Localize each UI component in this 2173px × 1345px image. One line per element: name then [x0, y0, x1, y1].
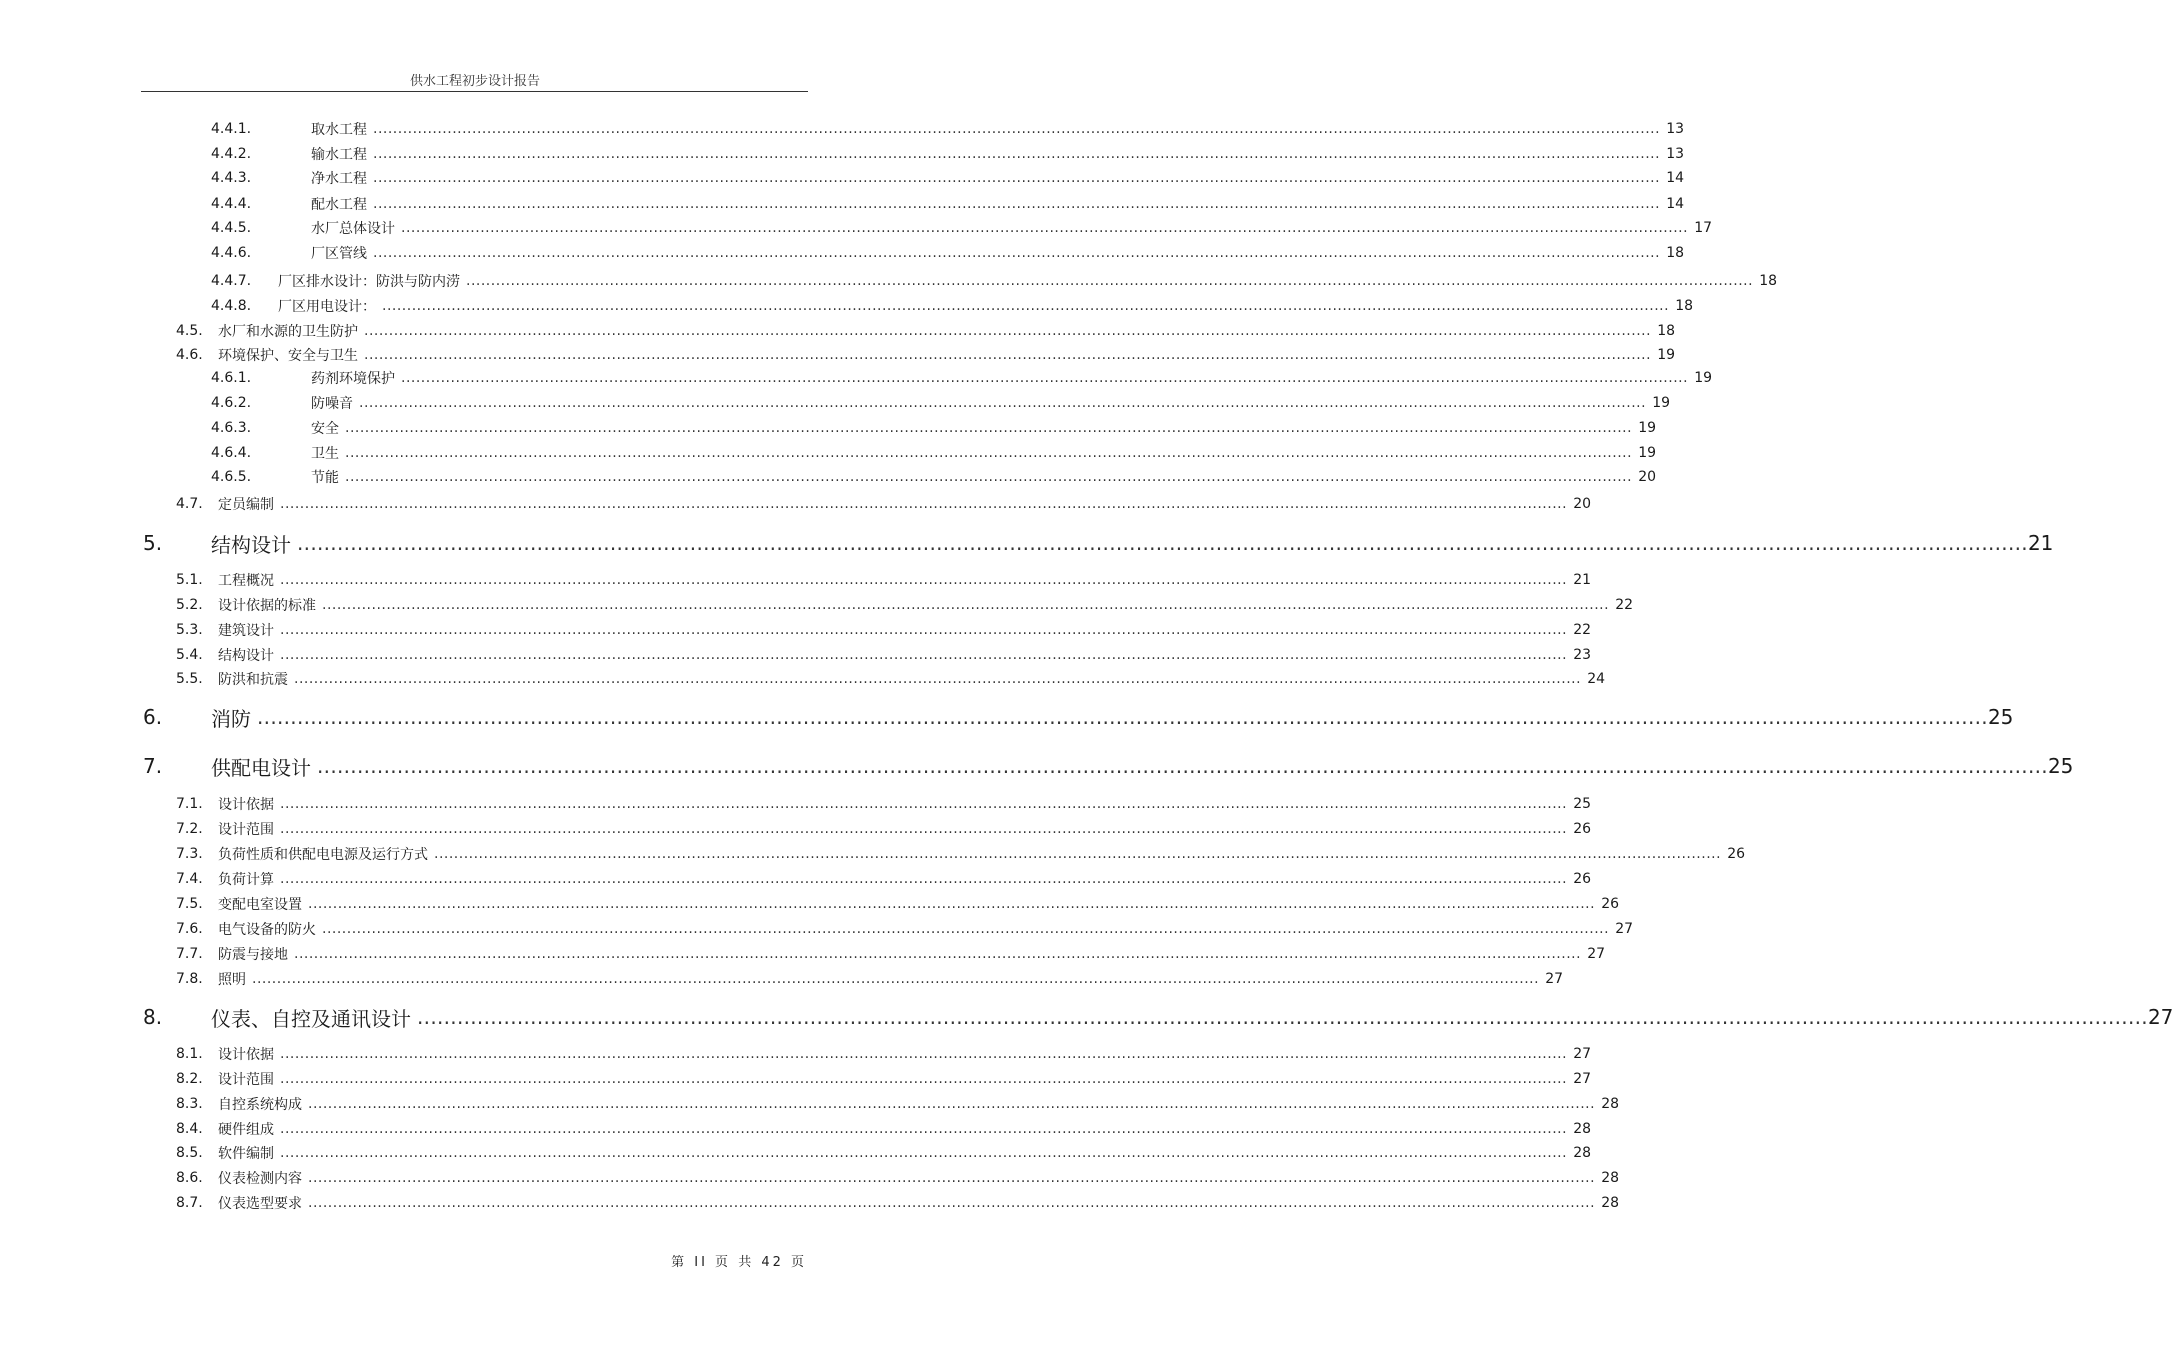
toc-entry[interactable] — [211, 242, 1685, 264]
toc-title: 照明 — [218, 972, 246, 988]
toc-title: 结构设计 — [211, 532, 291, 557]
toc-page: 27 — [1545, 971, 1564, 987]
toc-entry[interactable] — [176, 1167, 1620, 1189]
toc-page: 18 — [1657, 323, 1676, 339]
toc-title: 卫生 — [311, 446, 339, 462]
toc-number: 4.4.8. — [211, 298, 252, 314]
toc-page: 20 — [1573, 496, 1592, 512]
toc-number: 4.5. — [176, 323, 203, 339]
toc-title: 设计依据 — [218, 1047, 274, 1063]
toc-page: 18 — [1675, 298, 1694, 314]
toc-number: 4.4.4. — [211, 196, 252, 212]
toc-page: 19 — [1638, 445, 1657, 461]
toc-entry[interactable] — [176, 569, 1592, 591]
toc-page: 27 — [1587, 946, 1606, 962]
toc-leader: .................................................................................................................................................................................................................................................................... — [280, 1145, 1568, 1161]
toc-leader: .................................................................................................................................................................................................................................................................... — [373, 170, 1661, 186]
toc-number: 7. — [143, 754, 163, 778]
toc-title: 防噪音 — [311, 396, 353, 412]
toc-leader: .................................................................................................................................................................................................................................................................... — [373, 196, 1661, 212]
toc-page: 26 — [1573, 821, 1592, 837]
toc-title: 配水工程 — [311, 197, 367, 213]
toc-number: 5.4. — [176, 647, 203, 663]
toc-entry[interactable] — [176, 1192, 1620, 1214]
toc-page: 22 — [1615, 597, 1634, 613]
toc-entry[interactable] — [176, 320, 1676, 342]
toc-leader: .................................................................................................................................................................................................................................................................... — [280, 1071, 1568, 1087]
toc-title: 建筑设计 — [218, 623, 274, 639]
page-header-title: 供水工程初步设计报告 — [409, 74, 540, 89]
toc-leader: .................................................................................................................................................................................................................................................................... — [373, 245, 1661, 261]
toc-title: 设计依据 — [218, 797, 274, 813]
toc-entry[interactable] — [211, 392, 1671, 414]
toc-number: 4.6.3. — [211, 420, 252, 436]
toc-page: 24 — [1587, 671, 1606, 687]
toc-leader: .................................................................................................................................................................................................................................................................... — [345, 445, 1633, 461]
toc-entry[interactable] — [176, 1118, 1592, 1140]
toc-entry[interactable] — [211, 167, 1685, 189]
toc-number: 4.4.6. — [211, 245, 252, 261]
toc-page: 17 — [1694, 220, 1713, 236]
toc-page: 26 — [1601, 896, 1620, 912]
toc-number: 6. — [143, 705, 163, 729]
toc-leader: .................................................................................................................................................................................................................................................................... — [322, 921, 1610, 937]
toc-title: 软件编制 — [218, 1146, 274, 1162]
toc-leader: .................................................................................................................................................................................................................................................................... — [280, 622, 1568, 638]
toc-page: 27 — [1573, 1071, 1592, 1087]
toc-leader: .................................................................................................................................................................................................................................................................... — [252, 971, 1540, 987]
toc-leader: .................................................................................................................................................................................................................................................................... — [280, 572, 1568, 588]
toc-leader: .................................................................................................................................................................................................................................................................... — [466, 273, 1754, 289]
toc-leader: .................................................................................................................................................................................................................................................................... — [359, 395, 1647, 411]
toc-leader: .................................................................................................................................................................................................................................................................... — [280, 1046, 1568, 1062]
toc-page: 19 — [1638, 420, 1657, 436]
toc-page: 27 — [1615, 921, 1634, 937]
toc-number: 4.4.5. — [211, 220, 252, 236]
toc-entry[interactable] — [176, 1043, 1592, 1065]
toc-title: 供配电设计 — [211, 755, 311, 780]
toc-title: 环境保护、安全与卫生 — [218, 348, 358, 364]
toc-leader: .................................................................................................................................................................................................................................................................... — [401, 370, 1689, 386]
toc-title: 仪表、自控及通讯设计 — [211, 1006, 411, 1031]
toc-page: 28 — [1573, 1121, 1592, 1137]
toc-leader: .................................................................................................................................................................................................................................................................... — [297, 531, 2028, 555]
toc-leader: .................................................................................................................................................................................................................................................................... — [294, 671, 1582, 687]
toc-number: 5. — [143, 531, 163, 555]
toc-number: 8.1. — [176, 1046, 203, 1062]
toc-chapter[interactable] — [143, 751, 2074, 781]
toc-entry[interactable] — [211, 270, 1778, 292]
toc-page: 26 — [1573, 871, 1592, 887]
toc-page: 19 — [1694, 370, 1713, 386]
toc-title: 水厂总体设计 — [311, 221, 395, 237]
toc-leader: .................................................................................................................................................................................................................................................................... — [373, 146, 1661, 162]
toc-page: 25 — [2047, 754, 2074, 778]
toc-page: 26 — [1727, 846, 1746, 862]
toc-title: 变配电室设置 — [218, 897, 302, 913]
toc-title: 水厂和水源的卫生防护 — [218, 324, 358, 340]
toc-entry[interactable] — [176, 344, 1676, 366]
toc-entry[interactable] — [176, 868, 1592, 890]
toc-page: 19 — [1657, 347, 1676, 363]
toc-title: 设计范围 — [218, 822, 274, 838]
toc-title: 硬件组成 — [218, 1122, 274, 1138]
toc-leader: .................................................................................................................................................................................................................................................................... — [345, 420, 1633, 436]
toc-number: 8. — [143, 1005, 163, 1029]
toc-number: 8.5. — [176, 1145, 203, 1161]
toc-leader: .................................................................................................................................................................................................................................................................... — [294, 946, 1582, 962]
toc-entry[interactable] — [176, 818, 1592, 840]
toc-number: 8.6. — [176, 1170, 203, 1186]
toc-page: 14 — [1666, 196, 1685, 212]
toc-number: 4.4.1. — [211, 121, 252, 137]
toc-number: 4.4.7. — [211, 273, 252, 289]
toc-number: 7.8. — [176, 971, 203, 987]
toc-leader: .................................................................................................................................................................................................................................................................... — [280, 821, 1568, 837]
toc-leader: .................................................................................................................................................................................................................................................................... — [308, 1096, 1596, 1112]
toc-title: 厂区用电设计： — [278, 299, 376, 315]
toc-entry[interactable] — [176, 893, 1620, 915]
toc-number: 5.3. — [176, 622, 203, 638]
toc-page: 13 — [1666, 146, 1685, 162]
toc-number: 8.3. — [176, 1096, 203, 1112]
toc-number: 7.6. — [176, 921, 203, 937]
toc-page: 18 — [1666, 245, 1685, 261]
toc-entry[interactable] — [211, 143, 1685, 165]
toc-number: 4.6.2. — [211, 395, 252, 411]
toc-chapter[interactable] — [143, 1002, 2173, 1032]
toc-title: 安全 — [311, 421, 339, 437]
toc-number: 7.2. — [176, 821, 203, 837]
toc-title: 定员编制 — [218, 497, 274, 513]
toc-entry[interactable] — [176, 619, 1592, 641]
toc-entry[interactable] — [211, 466, 1657, 488]
toc-leader: .................................................................................................................................................................................................................................................................... — [280, 1121, 1568, 1137]
toc-title: 结构设计 — [218, 648, 274, 664]
toc-title: 设计依据的标准 — [218, 598, 316, 614]
toc-number: 7.5. — [176, 896, 203, 912]
toc-leader: .................................................................................................................................................................................................................................................................... — [382, 298, 1670, 314]
toc-entry[interactable] — [176, 968, 1564, 990]
toc-page: 22 — [1573, 622, 1592, 638]
toc-title: 仪表检测内容 — [218, 1171, 302, 1187]
toc-entry[interactable] — [176, 1093, 1620, 1115]
toc-entry[interactable] — [211, 295, 1694, 317]
toc-page: 21 — [1573, 572, 1592, 588]
toc-page: 18 — [1759, 273, 1778, 289]
toc-page: 27 — [2147, 1005, 2173, 1029]
toc-leader: .................................................................................................................................................................................................................................................................... — [308, 1170, 1596, 1186]
toc-page: 25 — [1573, 796, 1592, 812]
toc-page: 28 — [1601, 1096, 1620, 1112]
toc-entry[interactable] — [176, 943, 1606, 965]
toc-page: 27 — [1573, 1046, 1592, 1062]
toc-number: 7.7. — [176, 946, 203, 962]
toc-title: 输水工程 — [311, 147, 367, 163]
toc-leader: .................................................................................................................................................................................................................................................................... — [373, 121, 1661, 137]
toc-number: 5.5. — [176, 671, 203, 687]
toc-title: 电气设备的防火 — [218, 922, 316, 938]
toc-leader: .................................................................................................................................................................................................................................................................... — [280, 796, 1568, 812]
toc-title: 自控系统构成 — [218, 1097, 302, 1113]
toc-chapter[interactable] — [143, 528, 2054, 558]
toc-number: 7.3. — [176, 846, 203, 862]
toc-title: 消防 — [211, 706, 251, 731]
toc-page: 23 — [1573, 647, 1592, 663]
toc-number: 4.6.4. — [211, 445, 252, 461]
toc-title: 药剂环境保护 — [311, 371, 395, 387]
toc-title: 防洪和抗震 — [218, 672, 288, 688]
toc-page: 28 — [1601, 1170, 1620, 1186]
toc-title: 仪表选型要求 — [218, 1196, 302, 1212]
toc-number: 5.2. — [176, 597, 203, 613]
toc-number: 4.6. — [176, 347, 203, 363]
toc-page: 13 — [1666, 121, 1685, 137]
toc-leader: .................................................................................................................................................................................................................................................................... — [322, 597, 1610, 613]
toc-title: 净水工程 — [311, 171, 367, 187]
toc-leader: .................................................................................................................................................................................................................................................................... — [308, 1195, 1596, 1211]
toc-entry[interactable] — [176, 793, 1592, 815]
toc-page: 25 — [1987, 705, 2014, 729]
page-number-footer: 第 II 页 共 42 页 — [671, 1255, 807, 1270]
toc-number: 8.2. — [176, 1071, 203, 1087]
toc-title: 设计范围 — [218, 1072, 274, 1088]
toc-page: 21 — [2027, 531, 2054, 555]
toc-entry[interactable] — [211, 118, 1685, 140]
toc-leader: .................................................................................................................................................................................................................................................................... — [345, 469, 1633, 485]
toc-chapter[interactable] — [143, 702, 2014, 732]
toc-entry[interactable] — [176, 1068, 1592, 1090]
toc-number: 5.1. — [176, 572, 203, 588]
toc-page: 28 — [1601, 1195, 1620, 1211]
toc-title: 厂区排水设计：防洪与防内涝 — [278, 274, 460, 290]
toc-page: 28 — [1573, 1145, 1592, 1161]
toc-entry[interactable] — [176, 918, 1634, 940]
toc-entry[interactable] — [211, 193, 1685, 215]
toc-entry[interactable] — [176, 644, 1592, 666]
toc-leader: .................................................................................................................................................................................................................................................................... — [434, 846, 1722, 862]
toc-page: 14 — [1666, 170, 1685, 186]
toc-number: 4.7. — [176, 496, 203, 512]
toc-entry[interactable] — [176, 843, 1746, 865]
toc-title: 防震与接地 — [218, 947, 288, 963]
toc-number: 4.6.5. — [211, 469, 252, 485]
toc-leader: .................................................................................................................................................................................................................................................................... — [364, 323, 1652, 339]
toc-leader: .................................................................................................................................................................................................................................................................... — [257, 705, 1988, 729]
toc-leader: .................................................................................................................................................................................................................................................................... — [364, 347, 1652, 363]
toc-leader: .................................................................................................................................................................................................................................................................... — [317, 754, 2048, 778]
toc-number: 7.4. — [176, 871, 203, 887]
toc-leader: .................................................................................................................................................................................................................................................................... — [280, 496, 1568, 512]
toc-title: 负荷计算 — [218, 872, 274, 888]
toc-entry[interactable] — [211, 367, 1713, 389]
toc-leader: .................................................................................................................................................................................................................................................................... — [417, 1005, 2148, 1029]
toc-leader: .................................................................................................................................................................................................................................................................... — [280, 647, 1568, 663]
toc-leader: .................................................................................................................................................................................................................................................................... — [280, 871, 1568, 887]
toc-leader: .................................................................................................................................................................................................................................................................... — [308, 896, 1596, 912]
toc-number: 8.7. — [176, 1195, 203, 1211]
toc-entry[interactable] — [211, 217, 1713, 239]
header-divider — [141, 91, 808, 92]
toc-title: 负荷性质和供配电电源及运行方式 — [218, 847, 428, 863]
toc-entry[interactable] — [176, 594, 1634, 616]
toc-entry[interactable] — [211, 442, 1657, 464]
toc-title: 节能 — [311, 470, 339, 486]
toc-entry[interactable] — [176, 1142, 1592, 1164]
toc-title: 厂区管线 — [311, 246, 367, 262]
toc-leader: .................................................................................................................................................................................................................................................................... — [401, 220, 1689, 236]
toc-number: 8.4. — [176, 1121, 203, 1137]
toc-entry[interactable] — [176, 668, 1606, 690]
toc-page: 20 — [1638, 469, 1657, 485]
toc-number: 4.6.1. — [211, 370, 252, 386]
toc-title: 取水工程 — [311, 122, 367, 138]
toc-number: 7.1. — [176, 796, 203, 812]
toc-number: 4.4.3. — [211, 170, 252, 186]
toc-number: 4.4.2. — [211, 146, 252, 162]
toc-entry[interactable] — [211, 417, 1657, 439]
toc-entry[interactable] — [176, 493, 1592, 515]
toc-title: 工程概况 — [218, 573, 274, 589]
toc-page: 19 — [1652, 395, 1671, 411]
